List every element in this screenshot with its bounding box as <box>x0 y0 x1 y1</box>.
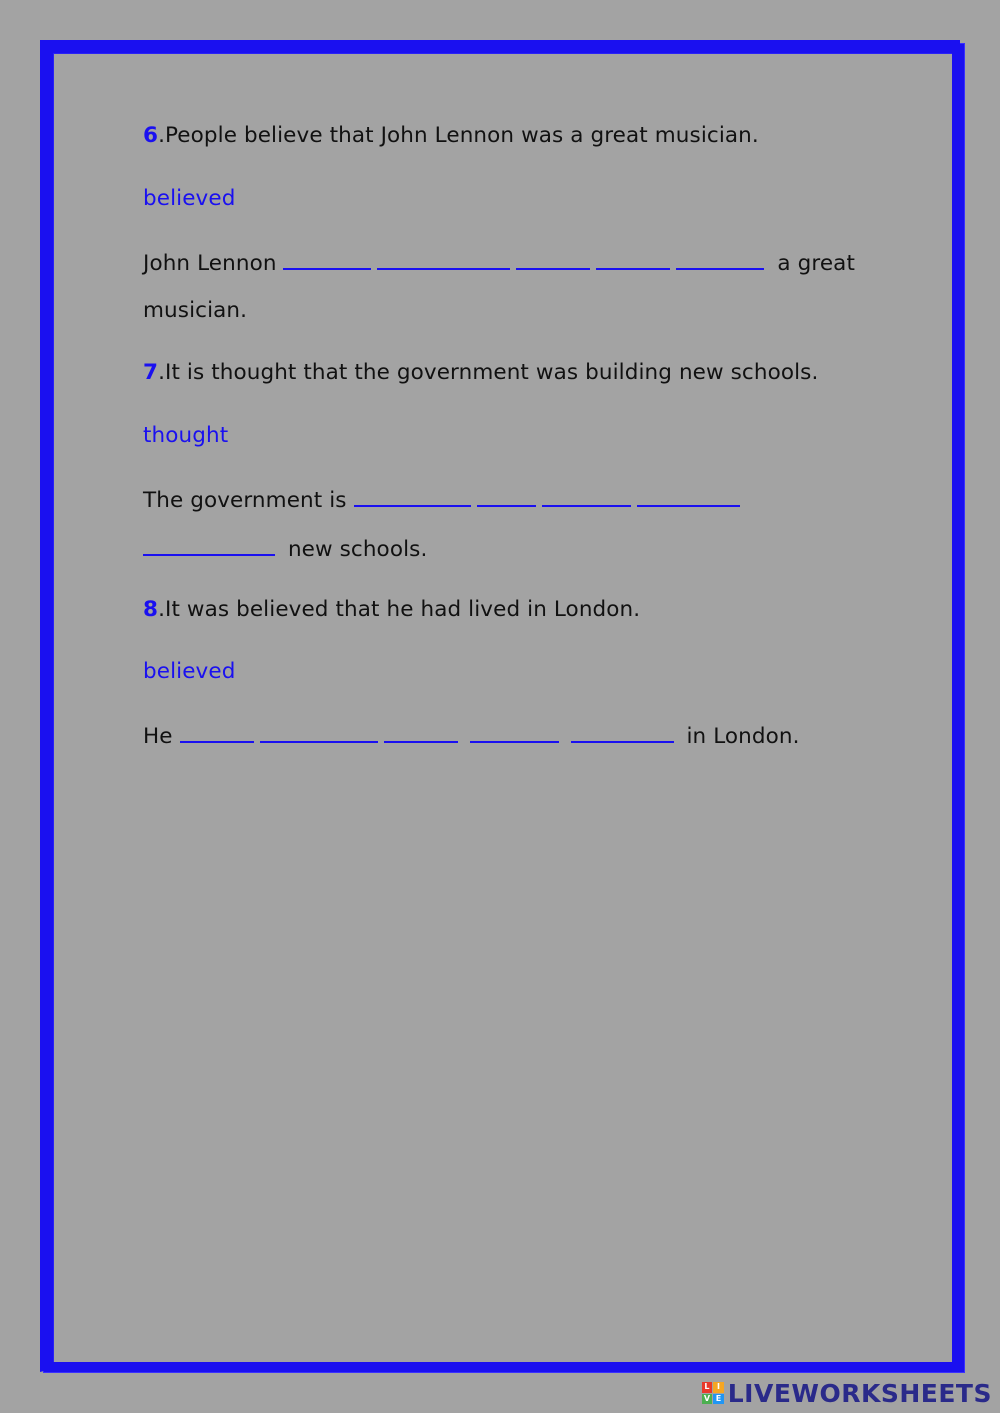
question-7-keyword: thought <box>143 423 229 448</box>
question-text: .It is thought that the government was building new schools. <box>158 360 819 385</box>
answer-blank[interactable] <box>377 248 510 270</box>
question-6-answer-line-1 <box>143 248 855 278</box>
answer-suffix: a great <box>777 251 855 276</box>
question-6-answer-line-2: musician. <box>143 298 248 323</box>
question-7-answer-line-1 <box>143 485 746 515</box>
answer-blank[interactable] <box>354 485 471 507</box>
answer-blank[interactable] <box>260 721 378 743</box>
question-number: 6 <box>143 123 159 148</box>
answer-prefix: John Lennon <box>143 251 277 276</box>
question-6-sentence <box>143 122 759 150</box>
answer-suffix: in London. <box>686 724 800 749</box>
liveworksheets-watermark <box>702 1379 992 1407</box>
answer-blank[interactable] <box>676 248 764 270</box>
answer-blank[interactable] <box>571 721 674 743</box>
answer-blank[interactable] <box>384 721 458 743</box>
answer-blank[interactable] <box>542 485 631 507</box>
question-7-sentence <box>143 359 818 387</box>
question-text: .People believe that John Lennon was a great musician. <box>158 123 759 148</box>
question-8-sentence <box>143 596 640 624</box>
question-7-answer-line-2 <box>143 534 427 564</box>
liveworksheets-logo-icon: L I V E <box>702 1382 724 1404</box>
answer-blank[interactable] <box>143 534 275 556</box>
answer-blank[interactable] <box>596 248 670 270</box>
answer-blank[interactable] <box>516 248 590 270</box>
answer-blank[interactable] <box>180 721 254 743</box>
answer-blank[interactable] <box>637 485 740 507</box>
question-8-answer-line-1 <box>143 721 800 751</box>
answer-blank[interactable] <box>470 721 559 743</box>
answer-suffix: new schools. <box>287 537 428 562</box>
question-number: 7 <box>143 360 159 385</box>
question-8-keyword: believed <box>143 659 236 684</box>
question-text: .It was believed that he had lived in London. <box>158 597 641 622</box>
watermark-text: LIVEWORKSHEETS <box>727 1378 992 1408</box>
answer-prefix: The government is <box>143 488 347 513</box>
answer-prefix: He <box>143 724 173 749</box>
question-6-keyword: believed <box>143 186 236 211</box>
answer-blank[interactable] <box>477 485 536 507</box>
answer-blank[interactable] <box>283 248 371 270</box>
page-border <box>44 44 964 1372</box>
question-number: 8 <box>143 597 159 622</box>
